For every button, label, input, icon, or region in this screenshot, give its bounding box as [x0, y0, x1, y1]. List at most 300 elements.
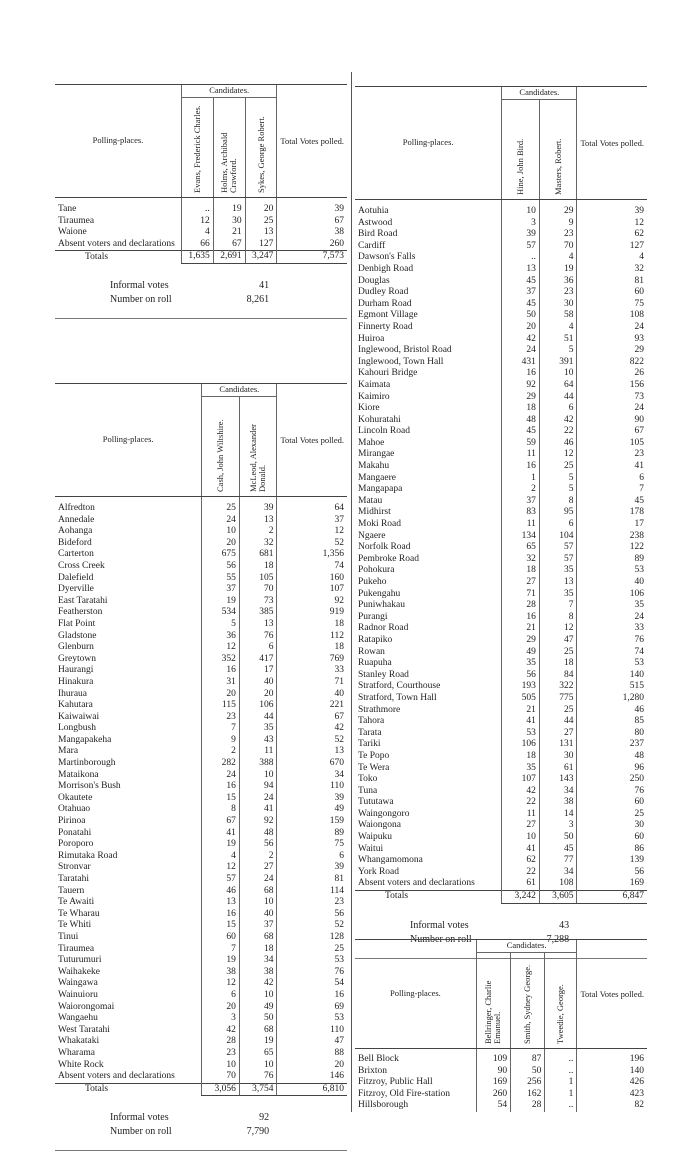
polling-place-label: Waingawa: [58, 978, 98, 989]
informal-votes-row: [107, 1112, 272, 1124]
polling-place-label: Mangapapa: [358, 484, 403, 495]
row-total: 52: [277, 538, 347, 550]
polling-place-name: [355, 867, 502, 879]
row-total: 33: [277, 665, 347, 677]
vote-count: 41: [202, 828, 240, 840]
vote-count: 127: [245, 239, 277, 251]
polling-place-name: [55, 909, 202, 921]
candidates-header: Candidates.: [202, 384, 277, 397]
vote-count: 48: [502, 415, 540, 427]
vote-count: ..: [545, 1066, 577, 1078]
vote-count: 109: [476, 1054, 510, 1066]
table-row: [355, 809, 647, 821]
polling-place-label: Lincoln Road: [358, 426, 410, 437]
vote-count: 13: [502, 264, 540, 276]
row-total: 24: [577, 322, 647, 334]
informal-votes-value: 43: [559, 919, 570, 931]
vote-count: 28: [202, 1036, 240, 1048]
vote-count: 25: [539, 647, 577, 659]
vote-count: 29: [502, 392, 540, 404]
table-row: [55, 712, 347, 724]
table-row: [355, 867, 647, 879]
vote-count: 20: [245, 204, 277, 216]
polling-place-label: Waihakeke: [58, 966, 100, 977]
row-total: 39: [277, 793, 347, 805]
vote-count: 95: [539, 507, 577, 519]
row-total: 146: [277, 1071, 347, 1083]
number-on-roll-label: Number on roll: [110, 1126, 172, 1138]
vote-count: 42: [539, 415, 577, 427]
vote-count: 131: [539, 739, 577, 751]
polling-place-label: Rimutaka Road: [58, 850, 118, 861]
row-total: 33: [577, 623, 647, 635]
polling-place-name: [55, 227, 181, 239]
table-row: [355, 461, 647, 473]
polling-place-label: Moki Road: [358, 519, 402, 530]
vote-count: 92: [239, 816, 277, 828]
header-row: [355, 87, 647, 100]
vote-count: 14: [539, 809, 577, 821]
polling-place-label: Tututawa: [358, 797, 394, 808]
vote-count: 12: [202, 862, 240, 874]
row-total: 25: [577, 809, 647, 821]
row-total: 90: [577, 415, 647, 427]
polling-place-label: Pukengahu: [358, 588, 401, 599]
vote-count: 35: [539, 565, 577, 577]
row-total: 18: [277, 619, 347, 631]
vote-count: 28: [502, 600, 540, 612]
table-row: [55, 886, 347, 898]
vote-count: 22: [502, 867, 540, 879]
table-row: [355, 380, 647, 392]
polling-place-name: [355, 554, 502, 566]
vote-count: ..: [545, 1100, 577, 1112]
polling-place-label: Mirangae: [358, 449, 395, 460]
polling-place-label: Huiroa: [358, 333, 385, 344]
polling-place-name: [55, 607, 202, 619]
polling-place-name: [55, 1002, 202, 1014]
table-row: [55, 216, 347, 228]
polling-place-name: [355, 797, 502, 809]
polling-place-label: Norfolk Road: [358, 542, 411, 553]
polling-place-label: Pirinoa: [58, 816, 86, 827]
row-total: 41: [577, 461, 647, 473]
polling-place-label: Makahu: [358, 461, 390, 472]
vote-count: 18: [502, 565, 540, 577]
vote-count: 1: [545, 1077, 577, 1089]
table-row: [55, 804, 347, 816]
column-divider: [351, 72, 352, 1112]
table-row: [55, 584, 347, 596]
vote-count: 24: [502, 345, 540, 357]
polling-place-label: Glenburn: [58, 642, 94, 653]
polling-place-label: Strathmore: [358, 704, 401, 715]
informal-votes-row: [407, 920, 572, 932]
vote-count: 11: [239, 746, 277, 758]
polling-place-name: [355, 345, 502, 357]
polling-place-name: [355, 473, 502, 485]
polling-place-name: [55, 793, 202, 805]
polling-place-label: Ihuraua: [58, 688, 88, 699]
row-total: 105: [577, 438, 647, 450]
polling-place-label: Kahutara: [58, 700, 93, 711]
polling-place-name: [55, 1036, 202, 1048]
row-total: 52: [277, 920, 347, 932]
polling-place-label: Dawson's Falls: [358, 252, 416, 263]
candidate-name-cell: [181, 97, 213, 197]
candidate-name-cell: [202, 396, 240, 496]
vote-count: 19: [213, 204, 245, 216]
polling-place-label: Inglewood, Town Hall: [358, 356, 444, 367]
row-total: 62: [577, 229, 647, 241]
table-row: [355, 438, 647, 450]
row-total: 53: [577, 658, 647, 670]
row-total: 96: [577, 763, 647, 775]
total-votes-header: Total Votes polled.: [577, 87, 647, 200]
polling-place-label: Inglewood, Bristol Road: [358, 345, 452, 356]
vote-count: ..: [181, 204, 213, 216]
vote-count: 66: [181, 239, 213, 251]
vote-count: 134: [502, 531, 540, 543]
vote-count: 43: [239, 735, 277, 747]
vote-count: 11: [502, 809, 540, 821]
vote-count: 67: [213, 239, 245, 251]
row-total: 60: [577, 797, 647, 809]
vote-count: 23: [202, 1048, 240, 1060]
polling-place-label: Whakataki: [58, 1036, 100, 1047]
vote-count: 13: [239, 515, 277, 527]
row-total: 26: [577, 368, 647, 380]
table-row: [55, 1036, 347, 1048]
vote-count: 282: [202, 758, 240, 770]
polling-place-label: Flat Point: [58, 618, 96, 629]
candidate-name-cell: [239, 396, 277, 496]
vote-count: 19: [202, 839, 240, 851]
row-total: 156: [577, 380, 647, 392]
polling-place-label: Wainuioru: [58, 989, 98, 1000]
number-on-roll-row: [107, 294, 272, 306]
vote-count: 35: [239, 723, 277, 735]
vote-count: 5: [539, 345, 577, 357]
row-total: 45: [577, 496, 647, 508]
table-row: [55, 932, 347, 944]
candidate-name-cell: [539, 99, 577, 199]
row-total: 80: [577, 728, 647, 740]
polling-place-label: Poroporo: [58, 839, 94, 850]
table-row: [55, 1025, 347, 1037]
row-total: 128: [277, 932, 347, 944]
polling-place-label: Kiore: [358, 403, 380, 414]
table-row: [355, 1054, 647, 1066]
polling-place-name: [55, 584, 202, 596]
table-row: [355, 658, 647, 670]
table-row: [355, 820, 647, 832]
totals-label: Totals: [55, 251, 181, 264]
vote-count: 30: [539, 751, 577, 763]
polling-place-label: Radnor Road: [358, 623, 409, 634]
vote-count: 13: [202, 897, 240, 909]
informal-votes-label: Informal votes: [110, 279, 169, 291]
polling-place-name: [55, 1071, 202, 1083]
vote-count: 42: [502, 334, 540, 346]
polling-place-name: [355, 728, 502, 740]
vote-count: ..: [502, 252, 540, 264]
polling-place-name: [355, 832, 502, 844]
polling-place-name: [55, 839, 202, 851]
vote-count: 38: [539, 797, 577, 809]
polling-place-label: Absent voters and declarations: [58, 1071, 175, 1082]
polling-place-name: [55, 828, 202, 840]
polling-place-label: Rowan: [358, 646, 385, 657]
vote-count: 45: [502, 299, 540, 311]
candidates-header: Candidates.: [502, 87, 577, 100]
polling-place-label: Bell Block: [358, 1054, 399, 1064]
row-total: 769: [277, 654, 347, 666]
candidate-name-cell: [545, 952, 577, 1048]
table-row: [355, 647, 647, 659]
polling-place-name: [55, 955, 202, 967]
polling-place-label: Kahouri Bridge: [358, 368, 418, 379]
table-row: [355, 345, 647, 357]
vote-count: 20: [239, 689, 277, 701]
candidate-total: 3,247: [245, 251, 277, 264]
polling-place-name: [55, 665, 202, 677]
row-total: 53: [277, 955, 347, 967]
table-row: [55, 967, 347, 979]
polling-place-label: Mahoe: [358, 437, 385, 448]
polling-place-name: [55, 573, 202, 585]
vote-count: 4: [539, 322, 577, 334]
polling-place-label: Toko: [358, 774, 378, 785]
table-row: [55, 700, 347, 712]
polling-place-name: [55, 758, 202, 770]
table-row: [355, 832, 647, 844]
polling-place-name: [55, 770, 202, 782]
vote-count: 64: [539, 380, 577, 392]
vote-count: 94: [239, 781, 277, 793]
vote-count: 10: [502, 832, 540, 844]
row-total: 88: [277, 1048, 347, 1060]
totals-row: [355, 891, 647, 904]
vote-count: 18: [502, 403, 540, 415]
vote-count: 6: [239, 642, 277, 654]
row-total: 196: [577, 1054, 647, 1066]
vote-count: 534: [202, 607, 240, 619]
row-total: 49: [277, 804, 347, 816]
vote-count: 106: [502, 739, 540, 751]
polling-place-label: Taratahi: [58, 874, 89, 884]
vote-count: 10: [539, 368, 577, 380]
vote-count: 115: [202, 700, 240, 712]
vote-count: 10: [202, 1060, 240, 1072]
vote-count: 84: [539, 670, 577, 682]
polling-place-name: [355, 264, 502, 276]
vote-count: 260: [476, 1089, 510, 1101]
table-row: [55, 503, 347, 515]
polling-place-name: [55, 526, 202, 538]
vote-count: 44: [239, 712, 277, 724]
vote-count: 8: [539, 612, 577, 624]
polling-place-name: [55, 967, 202, 979]
vote-count: 57: [202, 874, 240, 886]
polling-place-label: Brixton: [358, 1065, 388, 1076]
polling-place-name: [55, 712, 202, 724]
vote-count: 19: [239, 1036, 277, 1048]
table-row: [55, 816, 347, 828]
vote-count: 23: [202, 712, 240, 724]
polling-place-name: [355, 449, 502, 461]
polling-place-label: Egmont Village: [358, 310, 418, 321]
row-total: 74: [577, 647, 647, 659]
polling-place-label: Mangapakeha: [58, 734, 112, 745]
table-row: [55, 654, 347, 666]
table-row: [55, 793, 347, 805]
polling-place-name: [355, 276, 502, 288]
vote-count: 681: [239, 549, 277, 561]
polling-place-label: Matau: [358, 495, 383, 506]
polling-place-name: [355, 681, 502, 693]
polling-place-name: [55, 204, 181, 216]
polling-place-label: Cross Creek: [58, 560, 105, 571]
vote-count: 60: [202, 932, 240, 944]
polling-place-name: [355, 577, 502, 589]
row-total: 40: [577, 577, 647, 589]
polling-place-name: [55, 596, 202, 608]
row-total: 4: [577, 252, 647, 264]
row-total: 42: [277, 723, 347, 735]
vote-count: 68: [239, 886, 277, 898]
candidate-total: 3,242: [502, 891, 540, 904]
candidate-total: 1,635: [181, 251, 213, 264]
row-total: 18: [277, 642, 347, 654]
polling-place-label: Hinakura: [58, 676, 94, 687]
polling-place-name: [355, 1066, 476, 1078]
vote-count: 50: [511, 1066, 545, 1078]
vote-count: 24: [239, 874, 277, 886]
polling-place-label: Tarata: [358, 727, 382, 738]
candidates-header: Candidates.: [181, 85, 276, 98]
table-row: [355, 473, 647, 485]
vote-count: 13: [245, 227, 277, 239]
polling-place-name: [355, 589, 502, 601]
table-row: [355, 693, 647, 705]
row-total: 39: [277, 204, 347, 216]
row-total: 40: [277, 689, 347, 701]
candidate-total: 3,605: [539, 891, 577, 904]
row-total: 60: [577, 287, 647, 299]
polling-place-name: [55, 216, 181, 228]
row-total: 92: [277, 596, 347, 608]
polling-place-name: [355, 623, 502, 635]
polling-place-name: [355, 287, 502, 299]
polling-place-label: Tauern: [58, 885, 85, 896]
vote-count: 56: [502, 670, 540, 682]
row-total: 423: [577, 1089, 647, 1101]
vote-count: 57: [539, 554, 577, 566]
vote-count: 7: [202, 723, 240, 735]
table-row: [355, 589, 647, 601]
vote-count: 59: [502, 438, 540, 450]
vote-count: 2: [239, 851, 277, 863]
table-row: [355, 310, 647, 322]
vote-count: 38: [202, 967, 240, 979]
polling-place-name: [355, 1054, 476, 1066]
polling-place-label: Waipuku: [358, 832, 393, 843]
polling-place-label: Waitui: [358, 843, 384, 854]
polling-place-label: Kaiwaiwai: [58, 711, 100, 722]
table-row: [355, 276, 647, 288]
header-row: [55, 85, 347, 98]
vote-count: 193: [502, 681, 540, 693]
vote-count: 19: [539, 264, 577, 276]
polling-place-name: [355, 218, 502, 230]
polling-place-name: [55, 932, 202, 944]
row-total: 139: [577, 855, 647, 867]
polling-place-label: Ratapiko: [358, 634, 393, 645]
polling-place-name: [55, 561, 202, 573]
vote-count: 13: [239, 619, 277, 631]
table-row: [55, 665, 347, 677]
vote-count: 352: [202, 654, 240, 666]
table-row: [55, 526, 347, 538]
vote-count: 40: [239, 909, 277, 921]
table-row: [355, 357, 647, 369]
vote-count: 25: [245, 216, 277, 228]
polling-place-label: Tariki: [358, 739, 381, 750]
polling-place-label: Morrison's Bush: [58, 781, 121, 792]
vote-count: 70: [539, 241, 577, 253]
vote-count: 70: [202, 1071, 240, 1083]
polling-place-name: [355, 334, 502, 346]
table-row: [355, 507, 647, 519]
vote-count: 70: [239, 584, 277, 596]
candidate-name: Smith, Sydney George.: [522, 965, 533, 1045]
polling-place-name: [355, 751, 502, 763]
polling-places-header: Polling-places.: [355, 87, 502, 200]
vote-count: 51: [539, 334, 577, 346]
table-row: [355, 334, 647, 346]
table-row: [55, 1060, 347, 1072]
row-total: 159: [277, 816, 347, 828]
vote-count: 18: [539, 658, 577, 670]
vote-count: 6: [202, 990, 240, 1002]
table-row: [55, 549, 347, 561]
vote-count: 48: [239, 828, 277, 840]
polling-place-name: [355, 635, 502, 647]
vote-count: 12: [539, 449, 577, 461]
polling-place-label: Fitzroy, Old Fire-station: [358, 1088, 450, 1099]
row-total: 76: [277, 967, 347, 979]
masterton-section: [55, 78, 347, 319]
vote-count: 10: [502, 206, 540, 218]
polling-place-label: Fitzroy, Public Hall: [358, 1077, 433, 1088]
polling-place-label: Gladstone: [58, 630, 97, 641]
polling-places-header: Polling-places.: [55, 384, 202, 497]
row-total: 110: [277, 1025, 347, 1037]
table-row: [355, 577, 647, 589]
number-on-roll-label: Number on roll: [110, 293, 172, 305]
number-on-roll-value: 7,790: [246, 1126, 270, 1138]
row-total: 114: [277, 886, 347, 898]
row-total: 670: [277, 758, 347, 770]
vote-count: 10: [239, 990, 277, 1002]
vote-count: 24: [239, 793, 277, 805]
row-total: 169: [577, 878, 647, 890]
polling-place-name: [55, 631, 202, 643]
row-total: 81: [577, 276, 647, 288]
vote-count: 1: [545, 1089, 577, 1101]
polling-place-label: Puniwhakau: [358, 600, 405, 611]
